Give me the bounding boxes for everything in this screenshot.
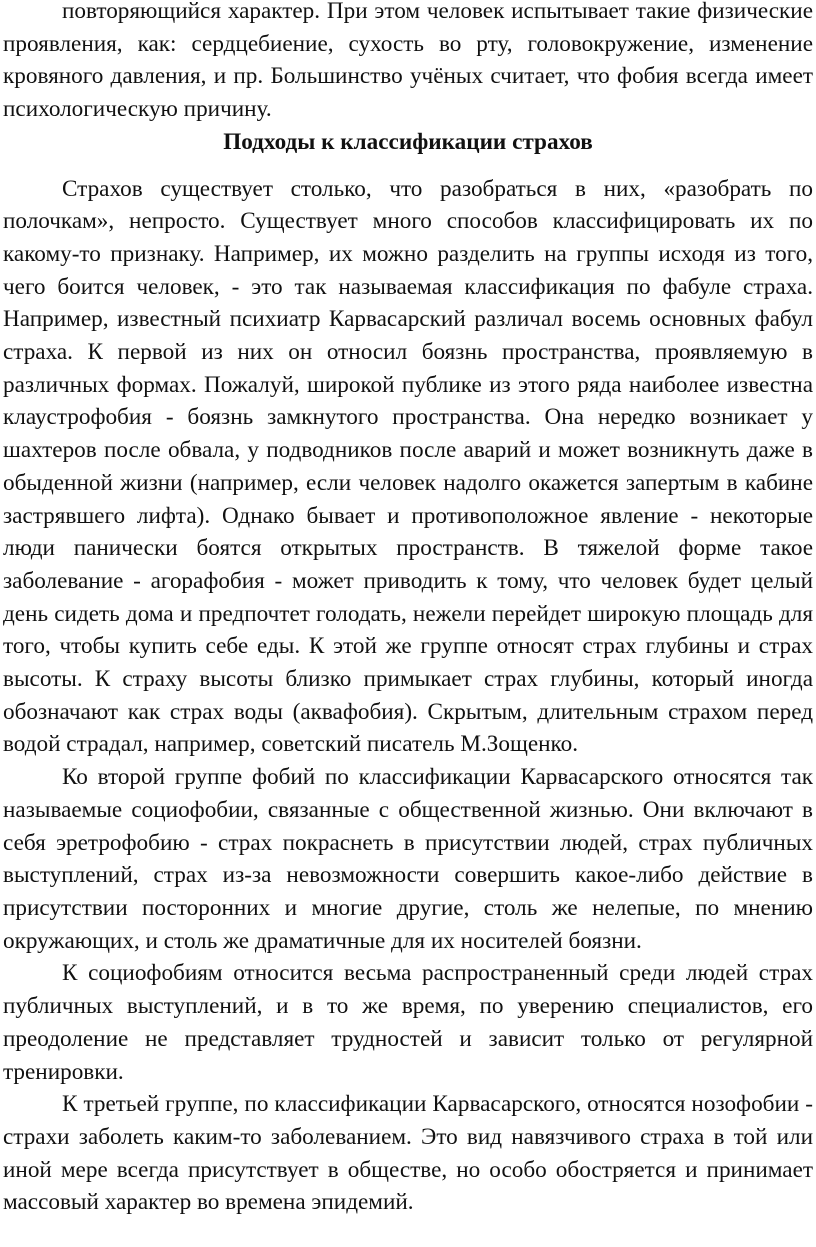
paragraph-nosophobias: К третьей группе, по классификации Карвасарского, относятся нозофобии - страхи заболеть каким-то заболеванием. Это вид навязчивого страха в той или иной мере всегда присутствует в обществе, но особо обостряется и принимает массовый характер во времена эпидемий. <box>3 1091 813 1216</box>
section-heading: Подходы к классификации страхов <box>223 128 593 155</box>
intro-paragraph: повторяющийся характер. При этом человек испытывает такие физические проявления, как: сердцебиение, сухость во рту, головокружение, изменение кровяного давления, и пр. Большинство учёных считает, что фобия всегда имеет психологическую причину. <box>3 0 813 123</box>
paragraph-sociophobias: Ко второй группе фобий по классификации Карвасарского относятся так называемые социофобии, связанные с общественной жизнью. Они включают в себя эретрофобию - страх покраснеть в присутствии людей, страх публичных выступлений, страх из-за невозможности совершить какое-либо действие в присутствии посторонних и многие другие, столь же нелепые, по мнению окружающих, и столь же драматичные для их носителей боязни. <box>3 764 813 954</box>
paragraph-public-speaking: К социофобиям относится весьма распространенный среди людей страх публичных выступлений, и в то же время, по уверению специалистов, его преодоление не представляет трудностей и зависит только от регулярной тренировки. <box>3 960 813 1085</box>
paragraph-fear-plots: Страхов существует столько, что разобраться в них, «разобрать по полочкам», непросто. Существует много способов классифицировать их по какому-то признаку. Например, их можно разделить на группы исходя из того, чего боится человек, - это так называемая классификация по фабуле страха. Например, известный психиатр Карвасарский различал восемь основных фабул страха. К первой из них он относил боязнь пространства, проявляемую в различных формах. Пожалуй, широкой публике из этого ряда наиболее известна клаустрофобия - боязнь замкнутого пространства. Она нередко возникает у шахтеров после обвала, у подводников после аварий и может возникнуть даже в обыденной жизни (например, если человек надолго окажется запертым в кабине застрявшего лифта). Однако бывает и противоположное явление - некоторые люди панически боятся открытых пространств. В тяжелой форме такое заболевание - агорафобия - может приводить к тому, что человек будет целый день сидеть дома и предпочтет голодать, нежели перейдет широкую площадь для того, чтобы купить себе еды. К этой же группе относят страх глубины и страх высоты. К страху высоты близко примыкает страх глубины, который иногда обозначают как страх воды (аквафобия). Скрытым, длительным страхом перед водой страдал, например, советский писатель М.Зощенко. <box>3 175 813 758</box>
